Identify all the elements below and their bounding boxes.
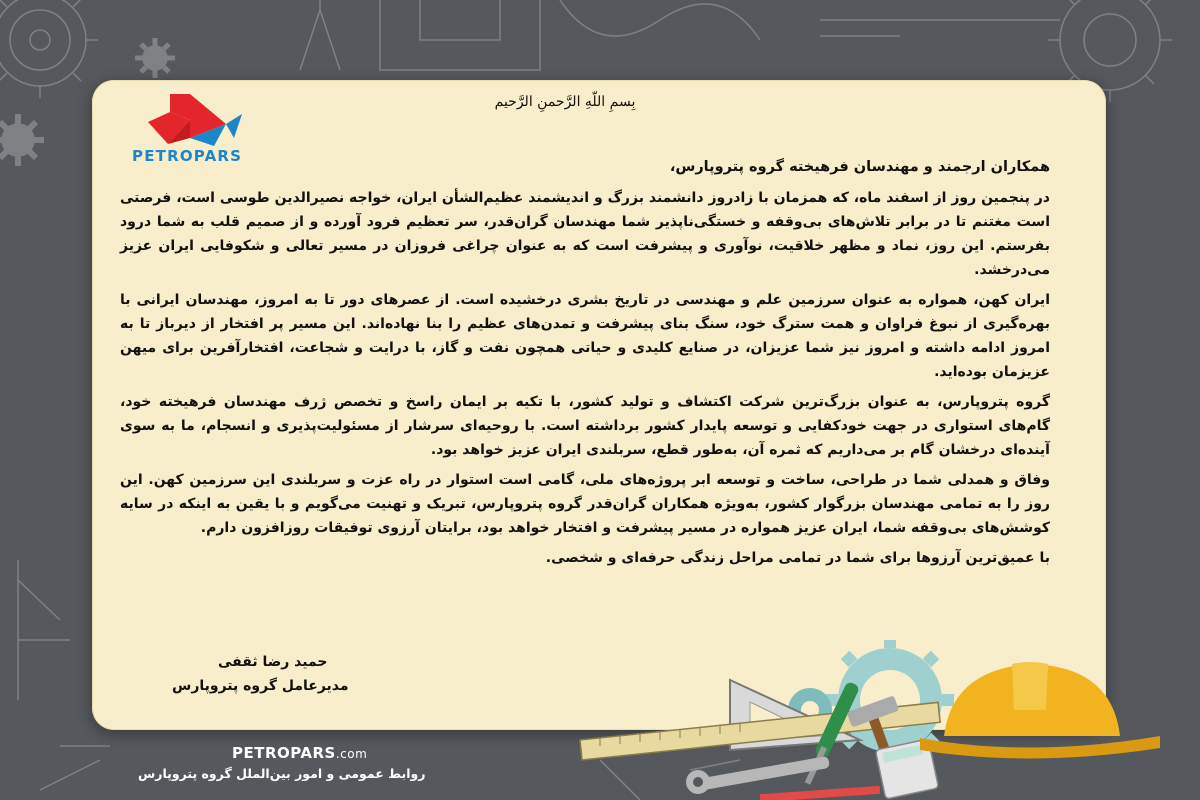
footer-site-domain: .com <box>335 747 368 761</box>
compass-icon <box>300 0 340 70</box>
bismillah-heading: بِسمِ اللّهِ الرَّحمنِ الرَّحیم <box>494 94 636 110</box>
signature-title: مدیرعامل گروه پتروپارس <box>172 678 349 694</box>
letter-body <box>120 90 1050 570</box>
signature-name: حمید رضا ثقفی <box>218 654 328 670</box>
paragraph-1: در پنجمین روز از اسفند ماه، که همزمان با زادروز دانشمند بزرگ و اندیشمند عظیم‌الشأن ایران، خواجه نصیرالدین طوسی است، فرصتی است مغتنم تا در برابر تلاش‌های بی‌وقفه و خستگی‌ناپذیر شما مهندسان گران‌قدر، سر تعظیم فرود آورده و از صمیم قلب به شما درود بفرستم. این روز، نماد و مظهر خلاقیت، نوآوری و پیشرفت است که به عنوان چراغی فروزان در مسیر تعالی و شکوفایی ایران عزیز می‌درخشد. <box>120 190 1050 278</box>
paragraph-3: گروه پتروپارس، به عنوان بزرگ‌ترین شرکت اکتشاف و تولید کشور، با تکیه بر ایمان راسخ و تخصص ژرف مهندسان فرهیخته خود، گام‌های استواری در جهت خودکفایی و توسعه پایدار کشور برداشته است. با روحیه‌ای سرشار از مسئولیت‌پذیری و انسجام، ما به سوی آینده‌ای درخشان گام بر می‌داریم که ثمره آن، به‌طور قطع، سربلندی ایران عزیز خواهد بود. <box>120 394 1050 458</box>
footer-website <box>232 744 367 762</box>
footer-site-name: PETROPARS <box>232 744 336 762</box>
gear-icon <box>0 114 44 166</box>
footer-department: روابط عمومی و امور بین‌الملل گروه پتروپارس <box>138 766 426 781</box>
salutation: همکاران ارجمند و مهندسان فرهیخته گروه پتروپارس، <box>669 159 1050 175</box>
hard-hat-icon <box>920 662 1160 759</box>
pencil-icon <box>760 786 880 800</box>
logo-wordmark: PETROPARS <box>132 147 243 165</box>
gear-icon <box>135 38 175 78</box>
gear-icon <box>0 0 98 98</box>
engineering-tools-illustration <box>560 640 1200 800</box>
paragraph-4: وفاق و همدلی شما در طراحی، ساخت و توسعه ابر پروژه‌های ملی، گامی است استوار در راه عزت و سربلندی این سرزمین کهن. این روز را به تمامی مهندسان بزرگوار کشور، به‌ویژه همکاران گران‌قدر گروه پتروپارس، تبریک و تهنیت می‌گویم و با یقین به اینکه در سایه کوشش‌های بی‌وقفه شما، ایران عزیز همواره در مسیر پیشرفت و افتخار خواهد بود، برایتان آرزوی توفیقات روزافزون دارم. <box>120 472 1050 536</box>
paragraph-2: ایران کهن، همواره به عنوان سرزمین علم و مهندسی در تاریخ بشری درخشیده است. از عصرهای دور تا به امروز، مهندسان ایرانی با بهره‌گیری از نبوغ فراوان و همت سترگ خود، سنگ بنای پیشرفت و تمدن‌های عظیم را بنا نهاده‌اند. این مسیر پر افتخار از دیرباز تا به امروز ادامه داشته و امروز نیز شما عزیزان، در صنایع کلیدی و حیاتی همچون نفت و گاز، با درایت و شجاعت، افتخارآفرین برای میهن عزیزمان بوده‌اید. <box>120 292 1050 380</box>
closing-line: با عمیق‌ترین آرزوها برای شما در تمامی مراحل زندگی حرفه‌ای و شخصی. <box>545 550 1050 566</box>
